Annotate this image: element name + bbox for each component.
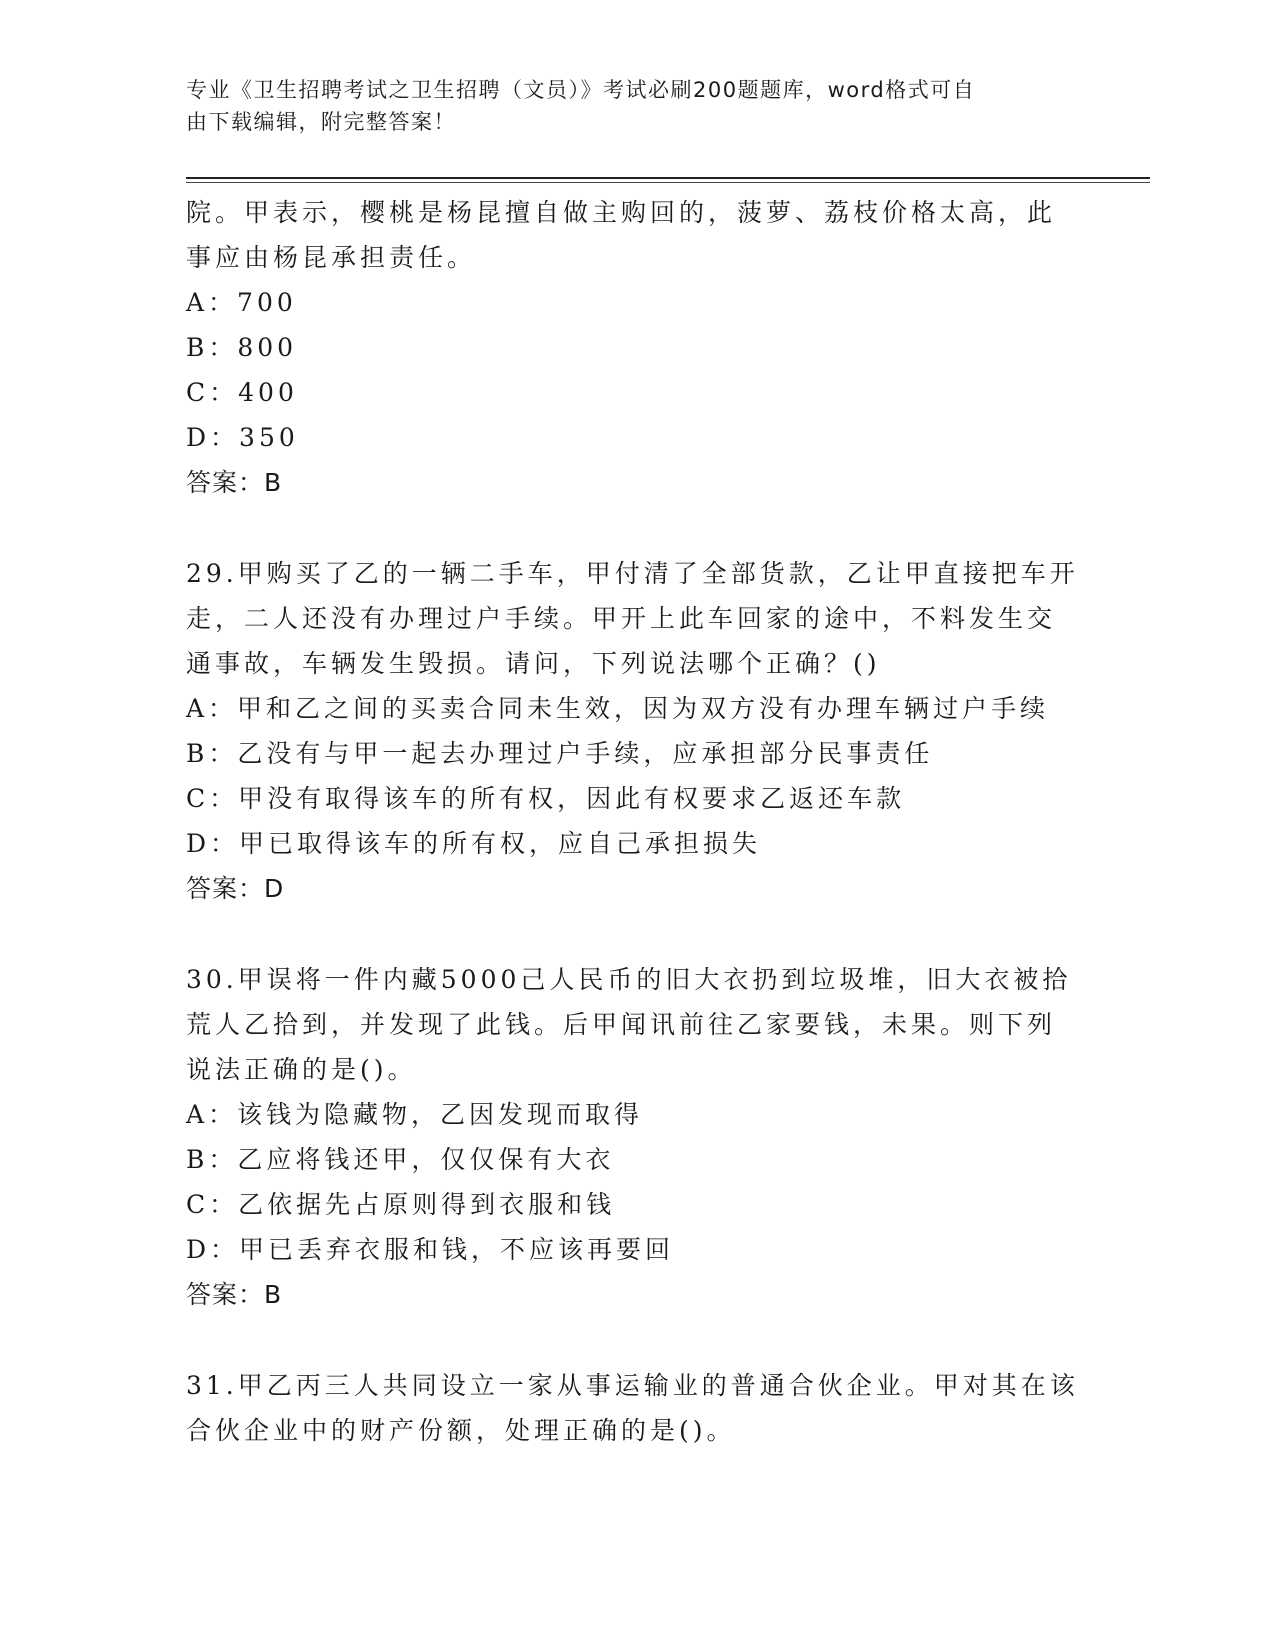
header-line-1: 专业《卫生招聘考试之卫生招聘（文员）》考试必刷200题题库，word格式可自 xyxy=(186,78,976,102)
answer-line: 答案：B xyxy=(186,468,283,497)
option-a: A：700 xyxy=(186,288,297,317)
header-divider-thin xyxy=(186,182,1150,183)
document-header xyxy=(186,74,1066,138)
option-a: A：该钱为隐藏物，乙因发现而取得 xyxy=(186,1100,644,1129)
question-31 xyxy=(186,1363,1086,1453)
question-text-line: 走，二人还没有办理过户手续。甲开上此车回家的途中，不料发生交 xyxy=(186,604,1057,633)
option-b: B：乙没有与甲一起去办理过户手续，应承担部分民事责任 xyxy=(186,739,934,768)
option-b: B：800 xyxy=(186,333,298,362)
spacer xyxy=(186,505,1086,551)
question-28-continuation xyxy=(186,190,1086,505)
question-text-line: 29.甲购买了乙的一辆二手车，甲付清了全部货款，乙让甲直接把车开 xyxy=(186,559,1079,588)
option-b: B：乙应将钱还甲，仅仅保有大衣 xyxy=(186,1145,615,1174)
option-a: A：甲和乙之间的买卖合同未生效，因为双方没有办理车辆过户手续 xyxy=(186,694,1050,723)
option-d: D：甲已取得该车的所有权，应自己承担损失 xyxy=(186,829,762,858)
question-text-line: 说法正确的是()。 xyxy=(186,1055,417,1084)
header-divider-thick xyxy=(186,177,1150,179)
question-text-line: 30.甲误将一件内藏5000己人民币的旧大衣扔到垃圾堆，旧大衣被拾 xyxy=(186,965,1072,994)
question-text-line: 荒人乙拾到，并发现了此钱。后甲闻讯前往乙家要钱，未果。则下列 xyxy=(186,1010,1057,1039)
option-d: D：甲已丢弃衣服和钱，不应该再要回 xyxy=(186,1235,675,1264)
question-text-line: 事应由杨昆承担责任。 xyxy=(186,243,477,272)
question-text-line: 31.甲乙丙三人共同设立一家从事运输业的普通合伙企业。甲对其在该 xyxy=(186,1371,1079,1400)
question-text-line: 院。甲表示，樱桃是杨昆擅自做主购回的，菠萝、荔枝价格太高，此 xyxy=(186,198,1057,227)
option-c: C：甲没有取得该车的所有权，因此有权要求乙返还车款 xyxy=(186,784,906,813)
spacer xyxy=(186,911,1086,957)
option-c: C：400 xyxy=(186,378,298,407)
option-c: C：乙依据先占原则得到衣服和钱 xyxy=(186,1190,616,1219)
spacer xyxy=(186,1317,1086,1363)
question-30 xyxy=(186,957,1086,1317)
document-body xyxy=(186,190,1086,1453)
question-29 xyxy=(186,551,1086,911)
option-d: D：350 xyxy=(186,423,299,452)
answer-line: 答案：D xyxy=(186,874,285,903)
answer-line: 答案：B xyxy=(186,1280,283,1309)
question-text-line: 通事故，车辆发生毁损。请问，下列说法哪个正确？() xyxy=(186,649,881,678)
question-text-line: 合伙企业中的财产份额，处理正确的是()。 xyxy=(186,1416,736,1445)
header-line-2: 由下载编辑，附完整答案！ xyxy=(186,110,456,134)
